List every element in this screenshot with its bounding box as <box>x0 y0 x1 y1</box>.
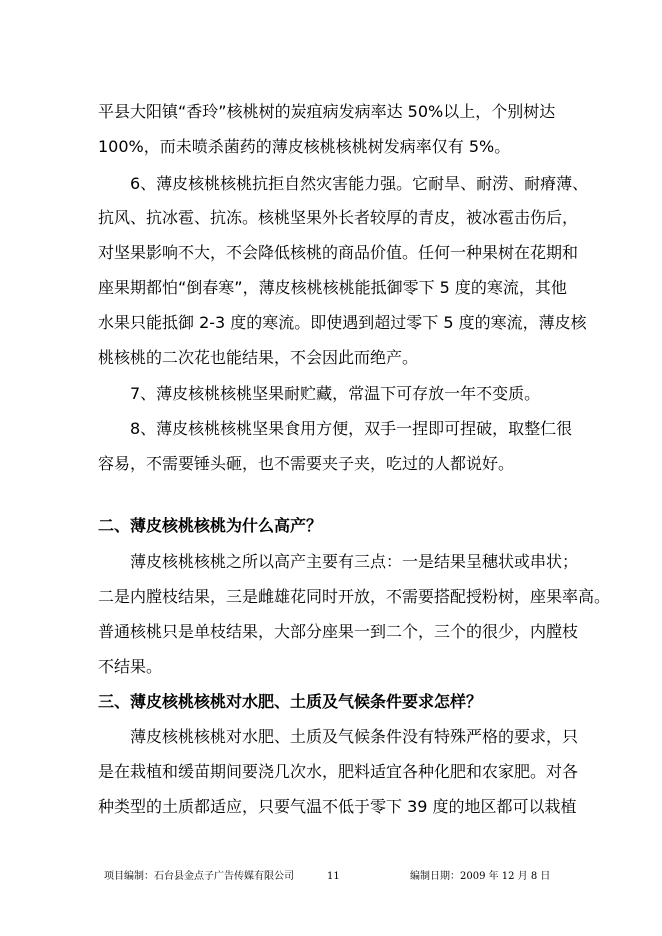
text-line: 100%，而未喷杀菌药的薄皮核桃核桃树发病率仅有 5%。 <box>98 137 511 156</box>
text-line: 桃核桃的二次花也能结果，不会因此而绝产。 <box>98 348 419 367</box>
footer-page-number: 11 <box>327 871 340 882</box>
text-line: 6、薄皮核桃核桃抗拒自然灾害能力强。它耐旱、耐涝、耐瘠薄、 <box>130 174 589 193</box>
section-heading: 三、薄皮核桃核桃对水肥、土质及气候条件要求怎样？ <box>98 692 483 711</box>
text-line: 二是内膛枝结果，三是雌雄花同时开放，不需要搭配授粉树，座果率高。 <box>98 587 611 606</box>
text-line: 薄皮核桃核桃之所以高产主要有三点：一是结果呈穗状或串状； <box>130 552 579 571</box>
text-line: 座果期都怕“倒春寒”，薄皮核桃核桃能抵御零下 5 度的寒流，其他 <box>98 278 567 297</box>
footer-company: 项目编制：石台县金点子广告传媒有限公司 <box>104 871 294 882</box>
text-line: 容易，不需要锤头砸，也不需要夹子夹，吃过的人都说好。 <box>98 454 515 473</box>
text-line: 不结果。 <box>98 657 163 676</box>
text-line: 普通核桃只是单枝结果，大部分座果一到二个，三个的很少，内膛枝 <box>98 622 579 641</box>
text-line: 平县大阳镇“香玲”核桃树的炭疽病发病率达 50%以上，个别树达 <box>98 102 556 121</box>
text-line: 水果只能抵御 2-3 度的寒流。即使遇到超过零下 5 度的寒流，薄皮核 <box>98 313 587 332</box>
section-heading: 二、薄皮核桃核桃为什么高产？ <box>98 516 323 535</box>
text-line: 7、薄皮核桃核桃坚果耐贮藏，常温下可存放一年不变质。 <box>130 384 541 403</box>
text-line: 种类型的土质都适应，只要气温不低于零下 39 度的地区都可以栽植 <box>98 797 577 816</box>
text-line: 对坚果影响不大，不会降低核桃的商品价值。任何一种果树在花期和 <box>98 243 579 262</box>
text-line: 8、薄皮核桃核桃坚果食用方便，双手一捏即可捏破，取整仁很 <box>130 419 573 438</box>
text-line: 抗风、抗冰雹、抗冻。核桃坚果外长者较厚的青皮，被冰雹击伤后， <box>98 208 579 227</box>
text-line: 薄皮核桃核桃对水肥、土质及气候条件没有特殊严格的要求，只 <box>130 727 579 746</box>
footer-date: 编制日期：2009 年 12 月 8 日 <box>410 871 551 882</box>
text-line: 是在栽植和缓苗期间要浇几次水，肥料适宜各种化肥和农家肥。对各 <box>98 762 579 781</box>
